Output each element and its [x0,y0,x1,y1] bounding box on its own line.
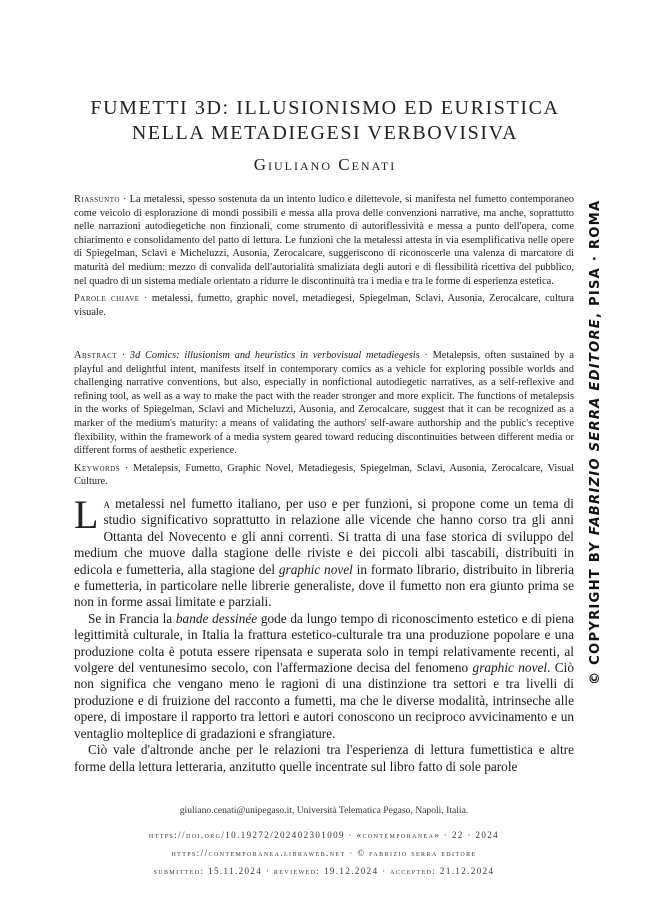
body-paragraph-2-italic-2: graphic novel [472,660,548,676]
body-paragraph-1-italic: graphic novel [278,561,353,577]
body-paragraph-1-text-a: metalessi nel fumetto italiano, per uso e per funzioni, si propone come un tema di studio significativo soprattutto in relazione alle vicende che hanno corso tra gli anni Ottanta del Novecento e gli anni correnti. Si tratta di una fase storica di sviluppo del medium che muove dalla stagione delle riviste e dei piccoli albi tascabili, distribuiti in edicola e fumetteria, alla stagione del [74,496,574,577]
abstract-separator-2: · [419,350,433,361]
abstract-label: Abstract [74,350,118,361]
body-paragraph-3: Ciò vale d'altronde anche per le relazioni tra l'esperienza di lettura fumettistica e altre forme della lettura letteraria, anzitutto quelle incentrate sul libro fatto di sole parole [74,742,574,774]
author-name: Giuliano Cenati [253,155,397,174]
side-copyright-suffix: , PISA · ROMA [588,199,603,318]
parole-chiave-label: Parole chiave [74,293,140,305]
article-body [74,492,575,775]
footer-site-line: https://contemporanea.libraweb.net · © fabrizio serra editore [171,848,477,858]
side-copyright-notice [584,199,608,685]
riassunto-block [74,193,574,319]
drop-cap: L [74,492,99,537]
first-letter-small-caps: a [103,496,110,511]
body-paragraph-2-italic-1: bande dessinée [175,610,258,626]
article-title-line-1: FUMETTI 3D: ILLUSIONISMO ED EURISTICA [90,97,560,119]
riassunto-separator: · [119,194,130,205]
abstract-english-title: 3d Comics: illusionism and heuristics in verbovisual metadiegesis [129,350,420,361]
body-paragraph-1-text-b: in formato librario, distribuito in libreria e fumetteria, in particolare nelle librerie generaliste, dove il fumetto non era giunto prima se non in forme assai limitate e parziali. [74,561,575,610]
riassunto-text: La metalessi, spesso sostenuta da un intento ludico e dilettevole, si manifesta nel fumetto contemporaneo come veicolo di esplorazione di mondi possibili e messa alla prova delle convenzioni narrative, ma anche, soprattutto nelle narrazioni autodiegetiche non finzionali, come strumento di autoriflessività e messa a punto dell'opera, come chiarimento e consolidamento del patto di lettura. Le funzioni che la metalessi attesta in via esemplificativa nelle opere di Spiegelman, Sclavi e Micheluzzi, Ausonia, Zerocalcare, suggeriscono di riconoscerle una valenza di marcatore di maturità del medium: mezzo di convalida dell'autorialità smaliziata degli autori e di flessibilità ricettiva del pubblico, nel quadro di un sistema mediale orientato a ridurre le discontinuità tra i media e tra le forme di esperienza estetica. [74,194,575,287]
abstract-text: Metalepsis, often sustained by a playful and delightful intent, manifests itself in contemporary comics as a vehicle for exploring possible worlds and challenging narrative conventions, but also, especially in nonfictional autodiegetic narratives, as a self-reflexive and refining tool, as well as a way to make the pact with the reader stronger and more explicit. The functions of metalepsis in the works of Spiegelman, Sclavi and Micheluzzi, Ausonia, and Zerocalcare, suggest that it can be recognized as a marker of the medium's maturity: a means of validating the authors' self-aware authorship and the public's receptive flexibility, within the framework of a media system geared toward reducing discontinuities between different media or different forms of aesthetic experience. [74,350,575,457]
body-paragraph-2-text-b: gode da lungo tempo di riconoscimento estetico e di piena legittimità culturale, in Italia la frattura estetico-culturale tra una produzione popolare e una produzione colta è potuta essere ripensata e superata solo in tempi relativamente recenti, al volgere del ventunesimo secolo, con l'affermazione decisa del fenomeno [74,610,575,676]
parole-chiave-block [74,292,574,319]
side-copyright-publisher: FABRIZIO SERRA EDITORE [588,317,603,536]
side-copyright-prefix: © COPYRIGHT BY [588,535,603,685]
footer-dates-line: submitted: 15.11.2024 · reviewed: 19.12.2024 · accepted: 21.12.2024 [153,866,495,876]
body-paragraph-2-text-a: Se in Francia la [88,610,176,626]
footnote-email-affiliation: giuliano.cenati@unipegaso.it, Università Telematica Pegaso, Napoli, Italia. [179,805,469,816]
footer-doi-line: https://doi.org/10.19272/202402301009 · «contemporanea» · 22 · 2024 [148,830,500,840]
body-paragraph-1 [74,492,575,611]
article-title-line-2: NELLA METADIEGESI VERBOVISIVA [131,122,519,144]
keywords-text: Metalepsis, Fumetto, Graphic Novel, Metadiegesis, Spiegelman, Sclavi, Ausonia, Zerocalcare, Visual Culture. [74,462,575,488]
parole-chiave-separator: · [139,293,152,305]
keywords-label: Keywords [74,462,121,474]
keywords-separator: · [120,462,134,474]
body-paragraph-2-text-c: . Ciò non significa che vengano meno le ragioni di una distinzione tra settori e tra livelli di produzione e di fruizione del racconto a fumetti, ma che le diverse modalità, intrinseche alle opere, di impostare il rapporto tra lettori e autori conoscono un reciproco avvicinamento e un ventaglio molteplice di gradazioni e sfrangiature. [74,660,575,741]
keywords-block [74,462,574,489]
parole-chiave-text: metalessi, fumetto, graphic novel, metadiegesi, Spiegelman, Sclavi, Ausonia, Zerocalcare, cultura visuale. [74,293,575,318]
abstract-block [74,349,574,489]
abstract-separator: · [117,350,130,361]
body-paragraph-2 [74,611,574,742]
riassunto-label: Riassunto [74,194,120,205]
article-title [70,96,580,146]
